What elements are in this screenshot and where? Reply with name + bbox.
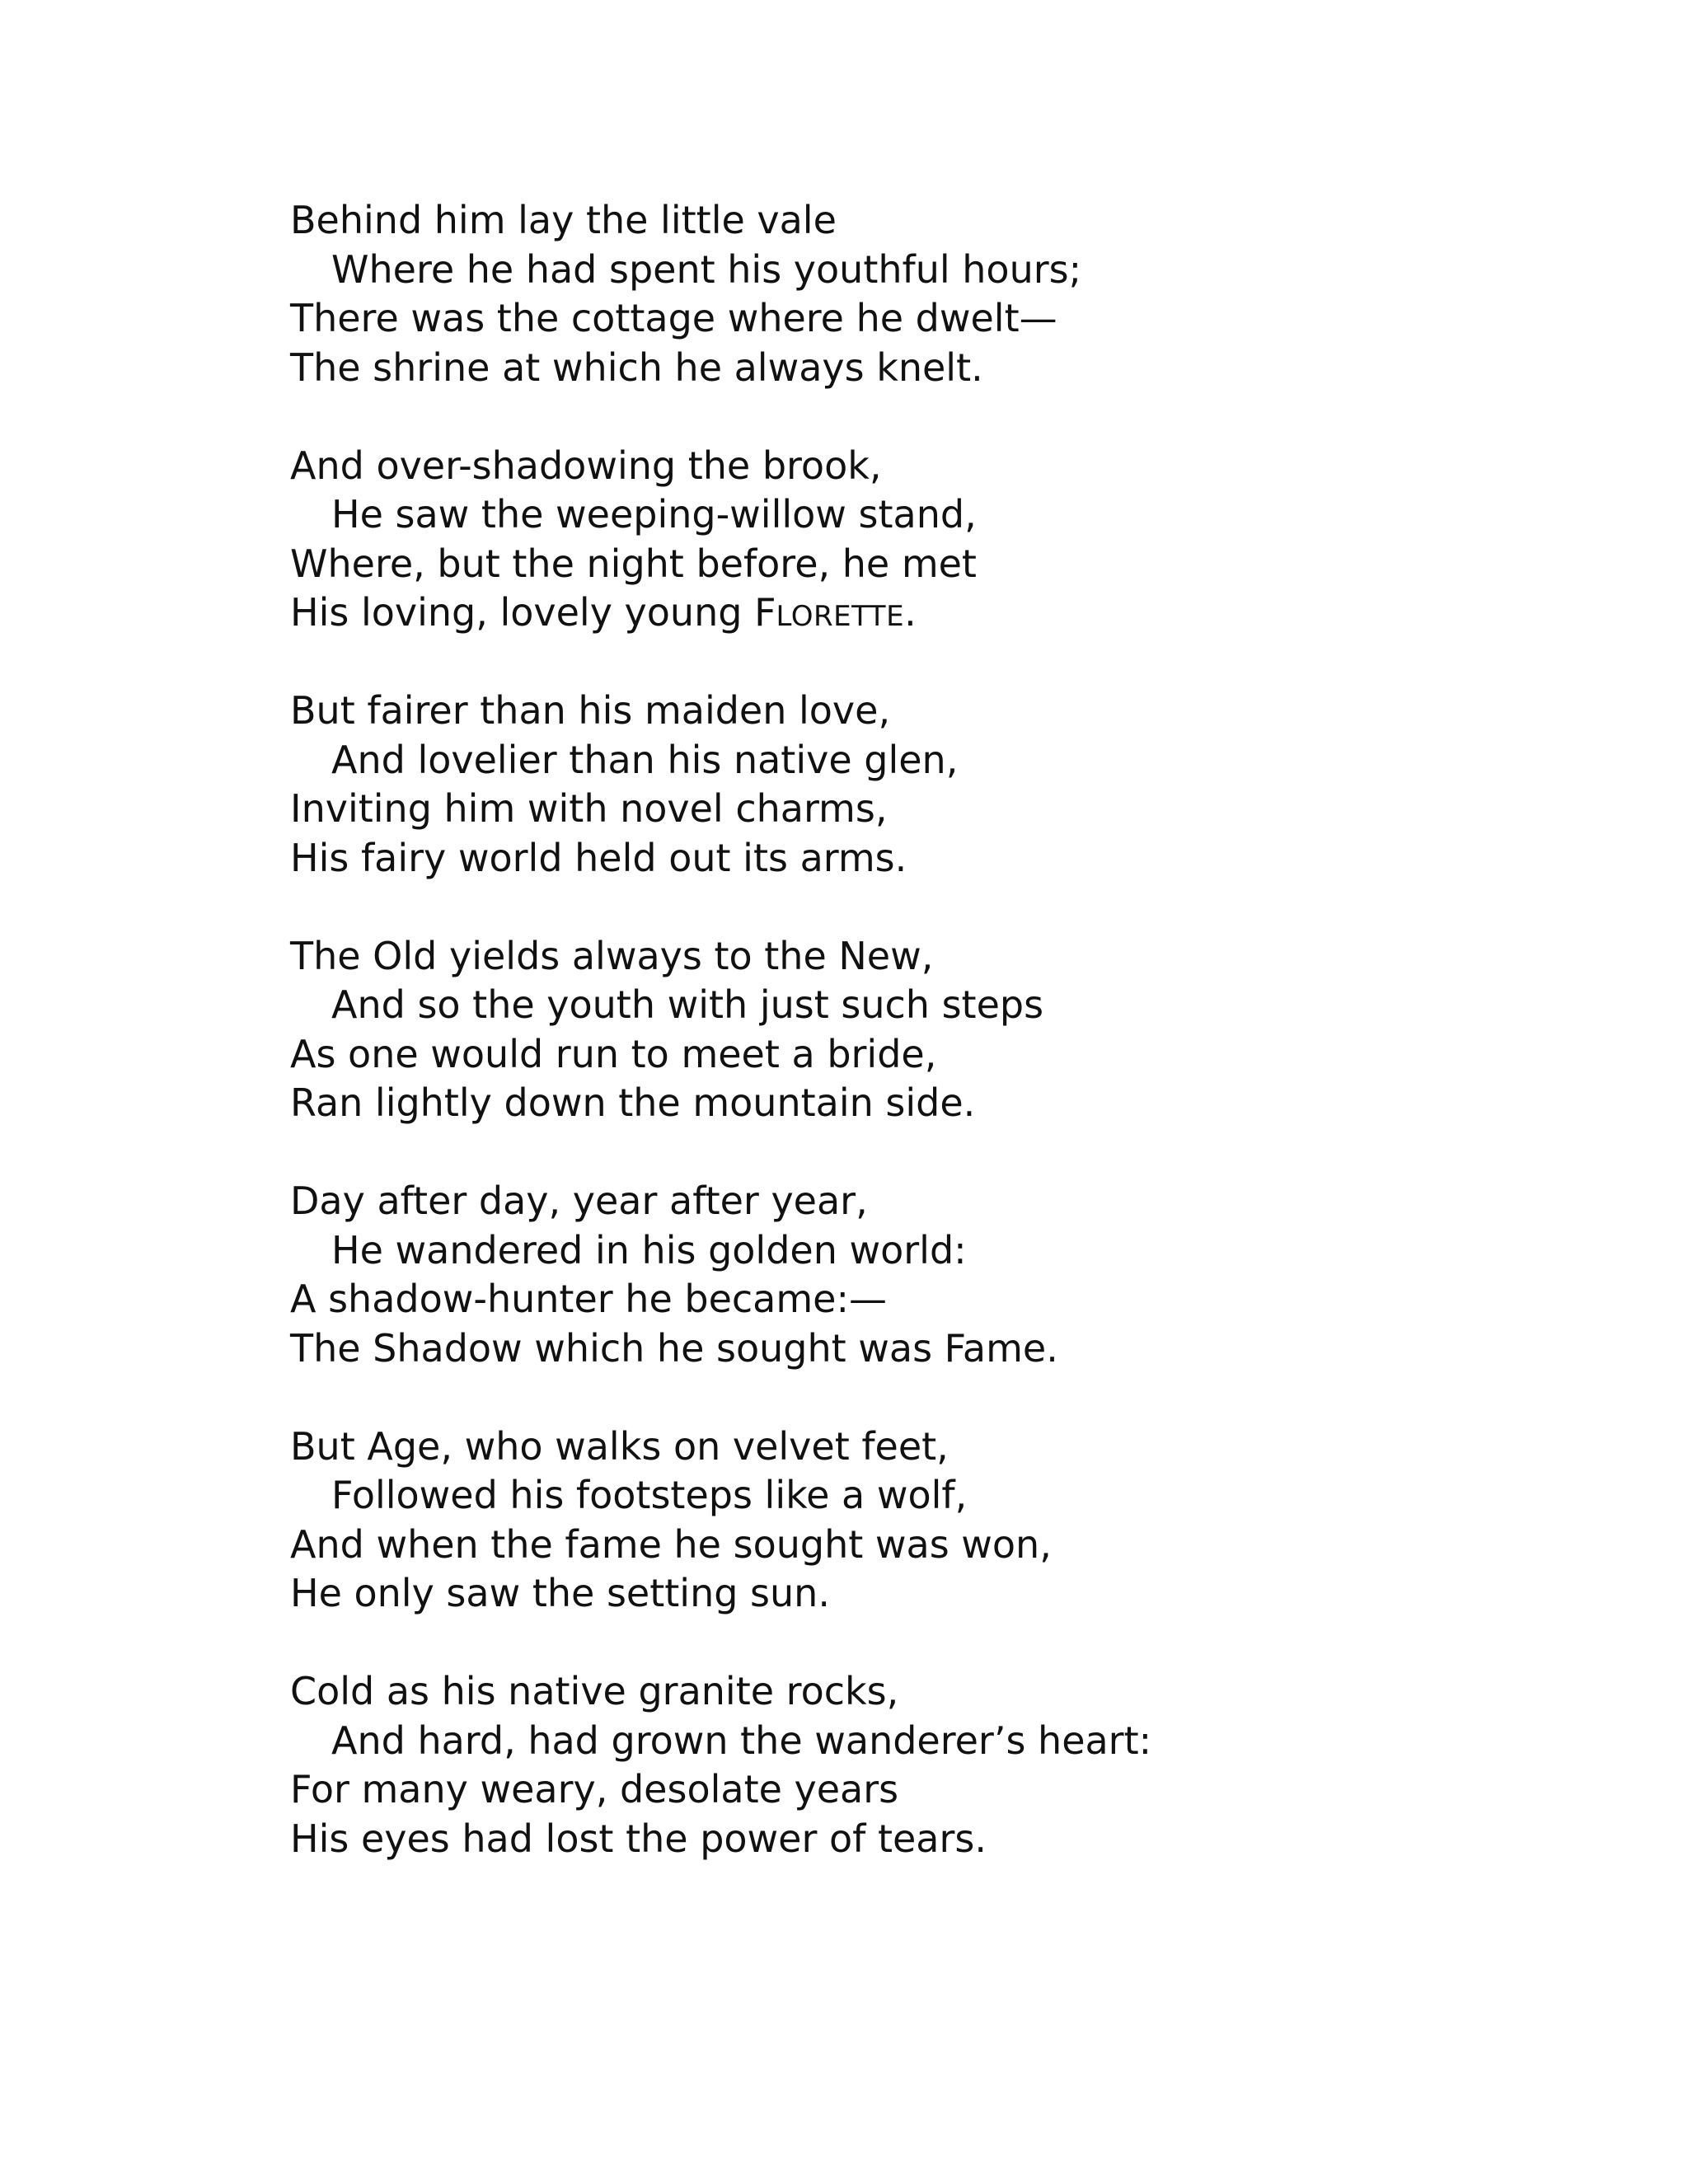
- poem-line: [290, 588, 1526, 638]
- poem-line-text: His loving, lovely young: [290, 590, 755, 635]
- poem-line: He only saw the setting sun.: [290, 1571, 830, 1615]
- poem-line: And when the fame he sought was won,: [290, 1521, 1052, 1567]
- poem-line: His eyes had lost the power of tears.: [290, 1816, 987, 1861]
- poem-line: And lovelier than his native glen,: [331, 737, 959, 782]
- poem-line: The Old yields always to the New,: [290, 933, 934, 978]
- poem-line: He wandered in his golden world:: [331, 1227, 967, 1272]
- poem-line: But Age, who walks on velvet feet,: [290, 1423, 949, 1469]
- poem-line: Cold as his native granite rocks,: [290, 1669, 899, 1713]
- poem-line: Inviting him with novel charms,: [290, 786, 888, 831]
- poem-line: Behind him lay the little vale: [290, 198, 837, 242]
- poem-line: The Shadow which he sought was Fame.: [290, 1325, 1058, 1371]
- poem-line: And over-shadowing the brook,: [290, 443, 882, 488]
- poem-line: A shadow-hunter he became:—: [290, 1277, 887, 1321]
- poem-line: Ran lightly down the mountain side.: [290, 1080, 976, 1125]
- stanza-3: [290, 687, 1526, 883]
- poem-line: The shrine at which he always knelt.: [290, 344, 983, 390]
- stanza-6: [290, 1422, 1526, 1619]
- poem-line: There was the cottage where he dwelt—: [290, 296, 1057, 340]
- smallcaps-name-initial: F: [754, 590, 776, 635]
- poem-line: He saw the weeping-willow stand,: [331, 492, 977, 537]
- poem-line: And hard, had grown the wanderer’s heart:: [331, 1718, 1152, 1763]
- stanza-2: [290, 442, 1526, 638]
- poem-text: [290, 196, 1526, 1863]
- poem-line: Where he had spent his youthful hours;: [331, 246, 1082, 292]
- poem-line: For many weary, desolate years: [290, 1767, 899, 1811]
- stanza-5: [290, 1177, 1526, 1373]
- poem-line: And so the youth with just such steps: [331, 982, 1044, 1027]
- poem-line: As one would run to meet a bride,: [290, 1031, 937, 1076]
- poem-line: Where, but the night before, he met: [290, 541, 977, 586]
- smallcaps-name-rest: LORETTE: [776, 600, 905, 633]
- poem-line: Followed his footsteps like a wolf,: [331, 1473, 968, 1517]
- stanza-7: [290, 1667, 1526, 1863]
- poem-line: But fairer than his maiden love,: [290, 688, 891, 733]
- poem-line-punctuation: .: [904, 590, 917, 635]
- poem-line: Day after day, year after year,: [290, 1179, 868, 1223]
- stanza-1: [290, 196, 1526, 392]
- stanza-4: [290, 932, 1526, 1128]
- poem-line: His fairy world held out its arms.: [290, 835, 907, 880]
